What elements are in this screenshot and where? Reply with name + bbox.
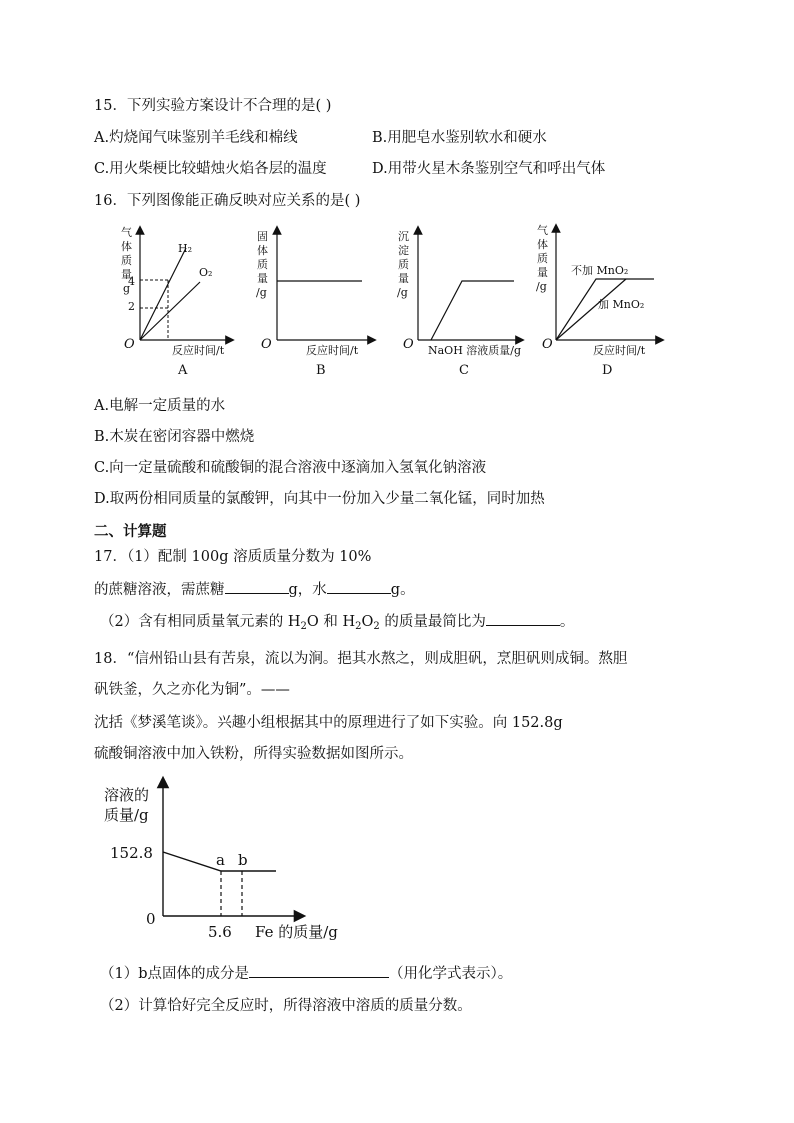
graph-c-xlabel: NaOH 溶液质量/g [428,344,522,357]
graph-a-line-h2 [140,248,186,340]
q18-point-b: b [238,851,248,869]
q17-line2 [94,579,415,600]
graph-a-tick-2: 2 [128,300,135,313]
q17-line3-text-d: 的质量最简比为 [379,614,486,630]
graph-b-origin: O [261,337,272,352]
q16-stem: 16．下列图像能正确反映对应关系的是( ) [94,193,361,209]
q18-line3: 沈括《梦溪笔谈》。兴趣小组根据其中的原理进行了如下实验。向 152.8g [94,715,563,731]
q18-sub1-text-a: （1）b点固体的成分是 [100,966,250,982]
q17-line3-text-e: 。 [559,614,575,630]
graph-d-ylabel-0: 气 [537,224,548,237]
q17-line2-text-a: 的蔗糖溶液，需蔗糖 [94,582,225,598]
section-title: 二、计算题 [94,523,167,540]
graph-c-ylabel-2: 质 [398,258,409,271]
graph-a-caption: A [178,363,188,378]
graph-a-origin: O [124,337,135,352]
graph-a-label-h2: H₂ [178,242,193,255]
graph-d-caption: D [602,363,613,378]
q18-point-a: a [216,851,225,869]
graph-a-xlabel: 反应时间/t [172,344,225,357]
q17-line2-text-c: g。 [390,582,415,598]
q18-sub1-text-b: （用化学式表示）。 [389,966,513,982]
q15-option-a: A.灼烧闻气味鉴别羊毛线和棉线 [94,130,298,146]
q18-line2: 矾铁釜，久之亦化为铜”。—— [94,682,290,698]
q15-option-d: D.用带火星木条鉴别空气和呼出气体 [372,161,606,177]
q17-line2-text-b: g，水 [288,582,327,598]
q17-sub-3: 2 [373,621,380,632]
graph-a-ylabel-0: 气 [121,226,132,239]
q18-ylabel-1: 溶液的 [104,786,150,804]
graph-b [256,230,372,378]
q15-option-c: C.用火柴梗比较蜡烛火焰各层的温度 [94,161,327,177]
water-mass-blank[interactable] [327,579,391,594]
graph-a-label-o2: O₂ [199,266,213,279]
graph-b-ylabel-4: /g [256,286,267,299]
graph-c-ylabel-1: 淀 [398,244,409,257]
q16-option-c: C.向一定量硫酸和硫酸铜的混合溶液中逐滴加入氢氧化钠溶液 [94,460,487,476]
q18-xtick: 5.6 [208,923,232,941]
graph-a-tick-4: 4 [128,275,135,288]
graph-b-xlabel: 反应时间/t [306,344,359,357]
q17-line1: 17．（1）配制 100g 溶质质量分数为 10% [94,549,372,565]
graph-c [397,230,521,378]
graph-d-ylabel-1: 体 [537,238,548,251]
q18-sub2: （2）计算恰好完全反应时，所得溶液中溶质的质量分数。 [100,998,472,1014]
graph-d-ylabel-4: /g [536,280,547,293]
graph-d-origin: O [542,337,553,352]
graph-d-label-mno2: 加 MnO₂ [598,298,645,311]
graph-c-line [431,281,514,340]
graph-c-caption: C [459,363,469,378]
q17-line3-text-b: O 和 H [306,614,356,630]
q18-line1: 18．“信州铅山县有苦泉，流以为涧。挹其水熬之，则成胆矾，烹胆矾则成铜。熬胆 [94,651,628,667]
graph-c-ylabel-0: 沉 [398,230,409,243]
sugar-mass-blank[interactable] [225,579,289,594]
q16-graphs [0,218,794,388]
q16-option-b: B.木炭在密闭容器中燃烧 [94,429,255,445]
q18-sub1 [100,963,512,984]
graph-d-label-no-mno2: 不加 MnO₂ [571,264,629,277]
graph-c-origin: O [403,337,414,352]
graph-a-line-o2 [140,282,200,340]
graph-a-ylabel-3: 量 [121,268,132,281]
graph-b-caption: B [316,363,326,378]
q18-ylabel-2: 质量/g [104,806,149,824]
q17-line3-text-a: （2）含有相同质量氧元素的 H [100,614,301,630]
q18-origin: 0 [146,910,156,928]
q17-line3-text-c: O [361,614,374,630]
mass-ratio-blank[interactable] [486,611,560,626]
graph-d-xlabel: 反应时间/t [593,344,646,357]
q17-line3 [100,611,574,637]
q15-option-b: B.用肥皂水鉴别软水和硬水 [372,130,547,146]
q18-xlabel: Fe 的质量/g [255,923,338,941]
q16-option-a: A.电解一定质量的水 [94,398,226,414]
graph-d [536,223,660,378]
graph-d-ylabel-3: 量 [537,266,548,279]
graph-c-ylabel-3: 量 [398,272,409,285]
graph-b-ylabel-3: 量 [257,272,268,285]
q16-option-d: D.取两份相同质量的氯酸钾，向其中一份加入少量二氧化锰，同时加热 [94,491,545,507]
b-point-solid-blank[interactable] [249,963,389,978]
q18-ytick: 152.8 [110,844,153,862]
q18-graph [0,772,794,957]
graph-a [121,225,230,378]
graph-d-ylabel-2: 质 [537,252,548,265]
q17-sub-2: 2 [355,621,362,632]
graph-b-ylabel-0: 固 [257,230,268,243]
graph-a-ylabel-4: g [123,282,131,295]
graph-a-ylabel-2: 质 [121,254,132,267]
graph-a-ylabel-1: 体 [121,240,132,253]
graph-c-ylabel-4: /g [397,286,408,299]
graph-b-ylabel-2: 质 [257,258,268,271]
q17-sub-1: 2 [300,621,307,632]
graph-b-ylabel-1: 体 [257,244,268,257]
q18-line4: 硫酸铜溶液中加入铁粉，所得实验数据如图所示。 [94,746,413,762]
q15-stem: 15．下列实验方案设计不合理的是( ) [94,98,332,114]
